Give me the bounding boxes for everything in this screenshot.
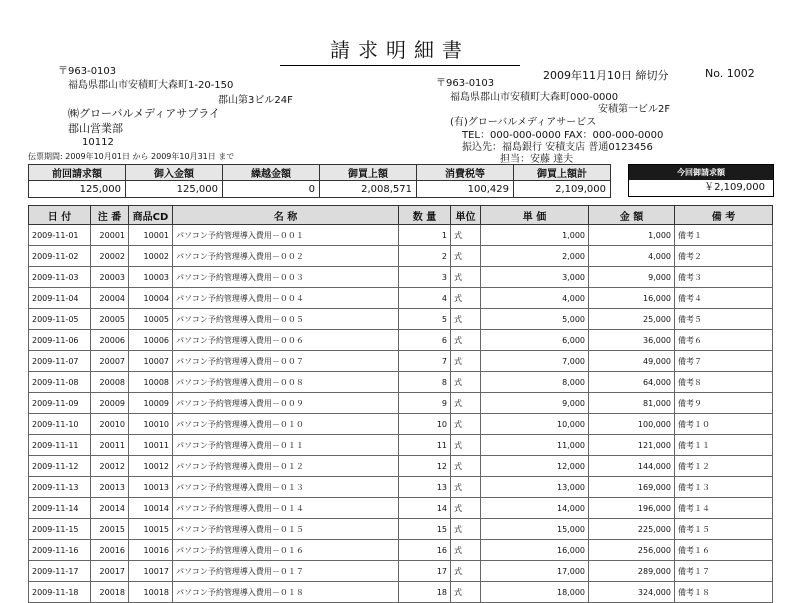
table-row: [29, 309, 773, 330]
issuer-person: 担当：安藤 達夫: [500, 154, 574, 165]
cell-item-name: パソコン予約管理導入費用－００４: [173, 288, 399, 309]
cell-date: 2009-11-11: [29, 435, 91, 456]
cell-order-no: 20012: [91, 456, 129, 477]
cell-date: 2009-11-13: [29, 477, 91, 498]
cell-unit: 式: [451, 519, 481, 540]
table-row: [29, 519, 773, 540]
cell-amount: 49,000: [589, 351, 675, 372]
summary-header: 消費税等: [417, 165, 514, 181]
cell-quantity: 14: [399, 498, 451, 519]
cell-date: 2009-11-04: [29, 288, 91, 309]
cell-amount: 4,000: [589, 246, 675, 267]
cell-product-code: 10008: [129, 372, 173, 393]
cell-remarks: 備考１: [675, 225, 773, 246]
cell-order-no: 20017: [91, 561, 129, 582]
cell-date: 2009-11-07: [29, 351, 91, 372]
cell-date: 2009-11-09: [29, 393, 91, 414]
cell-unit: 式: [451, 246, 481, 267]
cell-item-name: パソコン予約管理導入費用－０１４: [173, 498, 399, 519]
cell-product-code: 10015: [129, 519, 173, 540]
summary-value-row: [29, 181, 611, 198]
cell-item-name: パソコン予約管理導入費用－０１０: [173, 414, 399, 435]
cell-quantity: 9: [399, 393, 451, 414]
cell-product-code: 10014: [129, 498, 173, 519]
customer-address: 福島県郡山市安積町大森町1-20-150: [68, 80, 234, 91]
cell-unit: 式: [451, 288, 481, 309]
issuer-company: (有)グローバルメディアサービス: [450, 117, 597, 128]
cell-remarks: 備考６: [675, 330, 773, 351]
cell-date: 2009-11-06: [29, 330, 91, 351]
purchase-total-value: 2,109,000: [514, 181, 611, 198]
consumption-tax-value: 100,429: [417, 181, 514, 198]
cell-unit-price: 8,000: [481, 372, 589, 393]
issuer-building: 安積第一ビル2F: [598, 104, 671, 115]
cell-item-name: パソコン予約管理導入費用－００６: [173, 330, 399, 351]
cell-quantity: 1: [399, 225, 451, 246]
previous-billing-value: 125,000: [29, 181, 126, 198]
cell-quantity: 6: [399, 330, 451, 351]
cell-item-name: パソコン予約管理導入費用－００８: [173, 372, 399, 393]
cell-unit: 式: [451, 435, 481, 456]
cell-remarks: 備考７: [675, 351, 773, 372]
cell-unit-price: 14,000: [481, 498, 589, 519]
cell-remarks: 備考２: [675, 246, 773, 267]
cell-unit-price: 1,000: [481, 225, 589, 246]
cell-amount: 225,000: [589, 519, 675, 540]
column-header-order-no: 注 番: [91, 206, 129, 225]
column-header-remarks: 備 考: [675, 206, 773, 225]
column-header-product-code: 商品CD: [129, 206, 173, 225]
cell-item-name: パソコン予約管理導入費用－００１: [173, 225, 399, 246]
cell-unit-price: 7,000: [481, 351, 589, 372]
cell-product-code: 10004: [129, 288, 173, 309]
cell-unit: 式: [451, 540, 481, 561]
cell-product-code: 10007: [129, 351, 173, 372]
summary-table: [28, 164, 611, 198]
payment-received-value: 125,000: [126, 181, 223, 198]
document-number: No. 1002: [705, 67, 755, 80]
cell-item-name: パソコン予約管理導入費用－０１３: [173, 477, 399, 498]
cell-quantity: 12: [399, 456, 451, 477]
table-row: [29, 456, 773, 477]
cell-date: 2009-11-08: [29, 372, 91, 393]
cell-unit: 式: [451, 498, 481, 519]
cell-product-code: 10009: [129, 393, 173, 414]
cell-amount: 36,000: [589, 330, 675, 351]
cell-unit-price: 4,000: [481, 288, 589, 309]
cell-item-name: パソコン予約管理導入費用－００５: [173, 309, 399, 330]
cell-order-no: 20008: [91, 372, 129, 393]
purchase-amount-value: 2,008,571: [320, 181, 417, 198]
carryover-value: 0: [223, 181, 320, 198]
cell-date: 2009-11-14: [29, 498, 91, 519]
cell-quantity: 16: [399, 540, 451, 561]
table-row: [29, 582, 773, 603]
cell-order-no: 20002: [91, 246, 129, 267]
issuer-address: 福島県郡山市安積町大森町000-0000: [450, 92, 619, 103]
customer-company: ㈱グローバルメディアサプライ: [68, 107, 220, 120]
cell-product-code: 10018: [129, 582, 173, 603]
cell-product-code: 10012: [129, 456, 173, 477]
cell-quantity: 11: [399, 435, 451, 456]
cell-item-name: パソコン予約管理導入費用－０１６: [173, 540, 399, 561]
cell-amount: 81,000: [589, 393, 675, 414]
summary-header: 御買上額計: [514, 165, 611, 181]
cell-unit: 式: [451, 477, 481, 498]
column-header-item-name: 名 称: [173, 206, 399, 225]
cell-product-code: 10017: [129, 561, 173, 582]
cell-date: 2009-11-01: [29, 225, 91, 246]
document-title: 請求明細書: [280, 34, 520, 66]
column-header-unit: 単位: [451, 206, 481, 225]
billing-period: 伝票期間: 2009年10月01日 から 2009年10月31日 まで: [28, 152, 235, 161]
table-row: [29, 372, 773, 393]
cell-unit-price: 18,000: [481, 582, 589, 603]
cell-item-name: パソコン予約管理導入費用－００２: [173, 246, 399, 267]
cell-product-code: 10005: [129, 309, 173, 330]
detail-table: [28, 205, 773, 603]
cell-remarks: 備考１８: [675, 582, 773, 603]
cell-amount: 16,000: [589, 288, 675, 309]
cell-amount: 64,000: [589, 372, 675, 393]
current-billing-label: 今回御請求額: [629, 165, 773, 180]
table-row: [29, 288, 773, 309]
cell-order-no: 20004: [91, 288, 129, 309]
cell-remarks: 備考１０: [675, 414, 773, 435]
cell-order-no: 20010: [91, 414, 129, 435]
summary-header: 御買上額: [320, 165, 417, 181]
cell-order-no: 20018: [91, 582, 129, 603]
cell-unit-price: 9,000: [481, 393, 589, 414]
cell-item-name: パソコン予約管理導入費用－０１５: [173, 519, 399, 540]
customer-department: 郡山営業部: [68, 122, 123, 135]
cell-remarks: 備考１４: [675, 498, 773, 519]
cell-order-no: 20014: [91, 498, 129, 519]
customer-postal: 〒963-0103: [58, 66, 117, 77]
cell-amount: 100,000: [589, 414, 675, 435]
cell-order-no: 20015: [91, 519, 129, 540]
current-billing-box: [628, 164, 774, 197]
cell-date: 2009-11-02: [29, 246, 91, 267]
cell-amount: 9,000: [589, 267, 675, 288]
cell-amount: 144,000: [589, 456, 675, 477]
cell-remarks: 備考１３: [675, 477, 773, 498]
customer-building: 郡山第3ビル24F: [218, 95, 293, 106]
cell-quantity: 4: [399, 288, 451, 309]
cell-quantity: 3: [399, 267, 451, 288]
cell-product-code: 10016: [129, 540, 173, 561]
cell-date: 2009-11-18: [29, 582, 91, 603]
cell-unit-price: 13,000: [481, 477, 589, 498]
cell-unit-price: 2,000: [481, 246, 589, 267]
cell-unit-price: 17,000: [481, 561, 589, 582]
cell-quantity: 18: [399, 582, 451, 603]
cell-order-no: 20009: [91, 393, 129, 414]
cell-quantity: 5: [399, 309, 451, 330]
cell-unit: 式: [451, 267, 481, 288]
cell-quantity: 7: [399, 351, 451, 372]
cell-date: 2009-11-16: [29, 540, 91, 561]
cell-unit: 式: [451, 456, 481, 477]
cell-product-code: 10003: [129, 267, 173, 288]
cell-order-no: 20007: [91, 351, 129, 372]
cell-item-name: パソコン予約管理導入費用－００７: [173, 351, 399, 372]
cell-remarks: 備考３: [675, 267, 773, 288]
cell-amount: 289,000: [589, 561, 675, 582]
table-row: [29, 435, 773, 456]
cell-product-code: 10013: [129, 477, 173, 498]
cell-date: 2009-11-15: [29, 519, 91, 540]
table-row: [29, 498, 773, 519]
cell-product-code: 10001: [129, 225, 173, 246]
summary-header: 繰越金額: [223, 165, 320, 181]
cell-quantity: 2: [399, 246, 451, 267]
cell-order-no: 20016: [91, 540, 129, 561]
cell-unit: 式: [451, 225, 481, 246]
cell-unit-price: 15,000: [481, 519, 589, 540]
issuer-postal: 〒963-0103: [436, 78, 495, 89]
cell-amount: 324,000: [589, 582, 675, 603]
cell-order-no: 20013: [91, 477, 129, 498]
cell-amount: 1,000: [589, 225, 675, 246]
cell-unit: 式: [451, 351, 481, 372]
cell-amount: 25,000: [589, 309, 675, 330]
cell-unit: 式: [451, 414, 481, 435]
cell-product-code: 10011: [129, 435, 173, 456]
issuer-tel-fax: TEL：000-000-0000 FAX：000-000-0000: [462, 130, 664, 141]
cell-amount: 256,000: [589, 540, 675, 561]
table-row: [29, 225, 773, 246]
cell-quantity: 10: [399, 414, 451, 435]
table-row: [29, 330, 773, 351]
cell-remarks: 備考１６: [675, 540, 773, 561]
cell-item-name: パソコン予約管理導入費用－０１１: [173, 435, 399, 456]
cell-unit: 式: [451, 372, 481, 393]
cell-unit: 式: [451, 582, 481, 603]
cell-unit: 式: [451, 330, 481, 351]
cell-quantity: 8: [399, 372, 451, 393]
cell-quantity: 13: [399, 477, 451, 498]
customer-code: 10112: [82, 137, 114, 148]
column-header-quantity: 数 量: [399, 206, 451, 225]
cell-remarks: 備考１１: [675, 435, 773, 456]
summary-header-row: [29, 165, 611, 181]
table-header-row: [29, 206, 773, 225]
cell-remarks: 備考４: [675, 288, 773, 309]
column-header-unit-price: 単 価: [481, 206, 589, 225]
cell-item-name: パソコン予約管理導入費用－０１２: [173, 456, 399, 477]
table-row: [29, 246, 773, 267]
cell-unit-price: 16,000: [481, 540, 589, 561]
table-row: [29, 351, 773, 372]
summary-header: 前回請求額: [29, 165, 126, 181]
table-row: [29, 561, 773, 582]
cell-unit-price: 6,000: [481, 330, 589, 351]
cell-date: 2009-11-17: [29, 561, 91, 582]
table-row: [29, 477, 773, 498]
cell-item-name: パソコン予約管理導入費用－０１８: [173, 582, 399, 603]
cell-unit: 式: [451, 393, 481, 414]
cell-item-name: パソコン予約管理導入費用－０１７: [173, 561, 399, 582]
closing-date: 2009年11月10日 締切分: [543, 69, 669, 82]
table-row: [29, 393, 773, 414]
summary-header: 御入金額: [126, 165, 223, 181]
cell-order-no: 20001: [91, 225, 129, 246]
cell-date: 2009-11-12: [29, 456, 91, 477]
cell-product-code: 10006: [129, 330, 173, 351]
cell-remarks: 備考１２: [675, 456, 773, 477]
cell-amount: 121,000: [589, 435, 675, 456]
cell-unit-price: 3,000: [481, 267, 589, 288]
issuer-bank: 振込先：福島銀行 安積支店 普通0123456: [462, 142, 653, 153]
cell-unit-price: 11,000: [481, 435, 589, 456]
table-row: [29, 540, 773, 561]
cell-unit-price: 5,000: [481, 309, 589, 330]
cell-unit: 式: [451, 309, 481, 330]
cell-order-no: 20011: [91, 435, 129, 456]
cell-remarks: 備考１７: [675, 561, 773, 582]
cell-quantity: 15: [399, 519, 451, 540]
cell-remarks: 備考５: [675, 309, 773, 330]
column-header-date: 日 付: [29, 206, 91, 225]
cell-unit-price: 12,000: [481, 456, 589, 477]
table-row: [29, 267, 773, 288]
cell-date: 2009-11-05: [29, 309, 91, 330]
current-billing-value: ￥2,109,000: [704, 182, 765, 193]
cell-unit-price: 10,000: [481, 414, 589, 435]
cell-date: 2009-11-10: [29, 414, 91, 435]
cell-item-name: パソコン予約管理導入費用－００３: [173, 267, 399, 288]
cell-quantity: 17: [399, 561, 451, 582]
cell-date: 2009-11-03: [29, 267, 91, 288]
cell-order-no: 20003: [91, 267, 129, 288]
cell-remarks: 備考９: [675, 393, 773, 414]
table-row: [29, 414, 773, 435]
cell-order-no: 20005: [91, 309, 129, 330]
cell-product-code: 10002: [129, 246, 173, 267]
cell-amount: 169,000: [589, 477, 675, 498]
cell-remarks: 備考８: [675, 372, 773, 393]
cell-remarks: 備考１５: [675, 519, 773, 540]
cell-product-code: 10010: [129, 414, 173, 435]
cell-amount: 196,000: [589, 498, 675, 519]
cell-item-name: パソコン予約管理導入費用－００９: [173, 393, 399, 414]
cell-order-no: 20006: [91, 330, 129, 351]
column-header-amount: 金 額: [589, 206, 675, 225]
cell-unit: 式: [451, 561, 481, 582]
